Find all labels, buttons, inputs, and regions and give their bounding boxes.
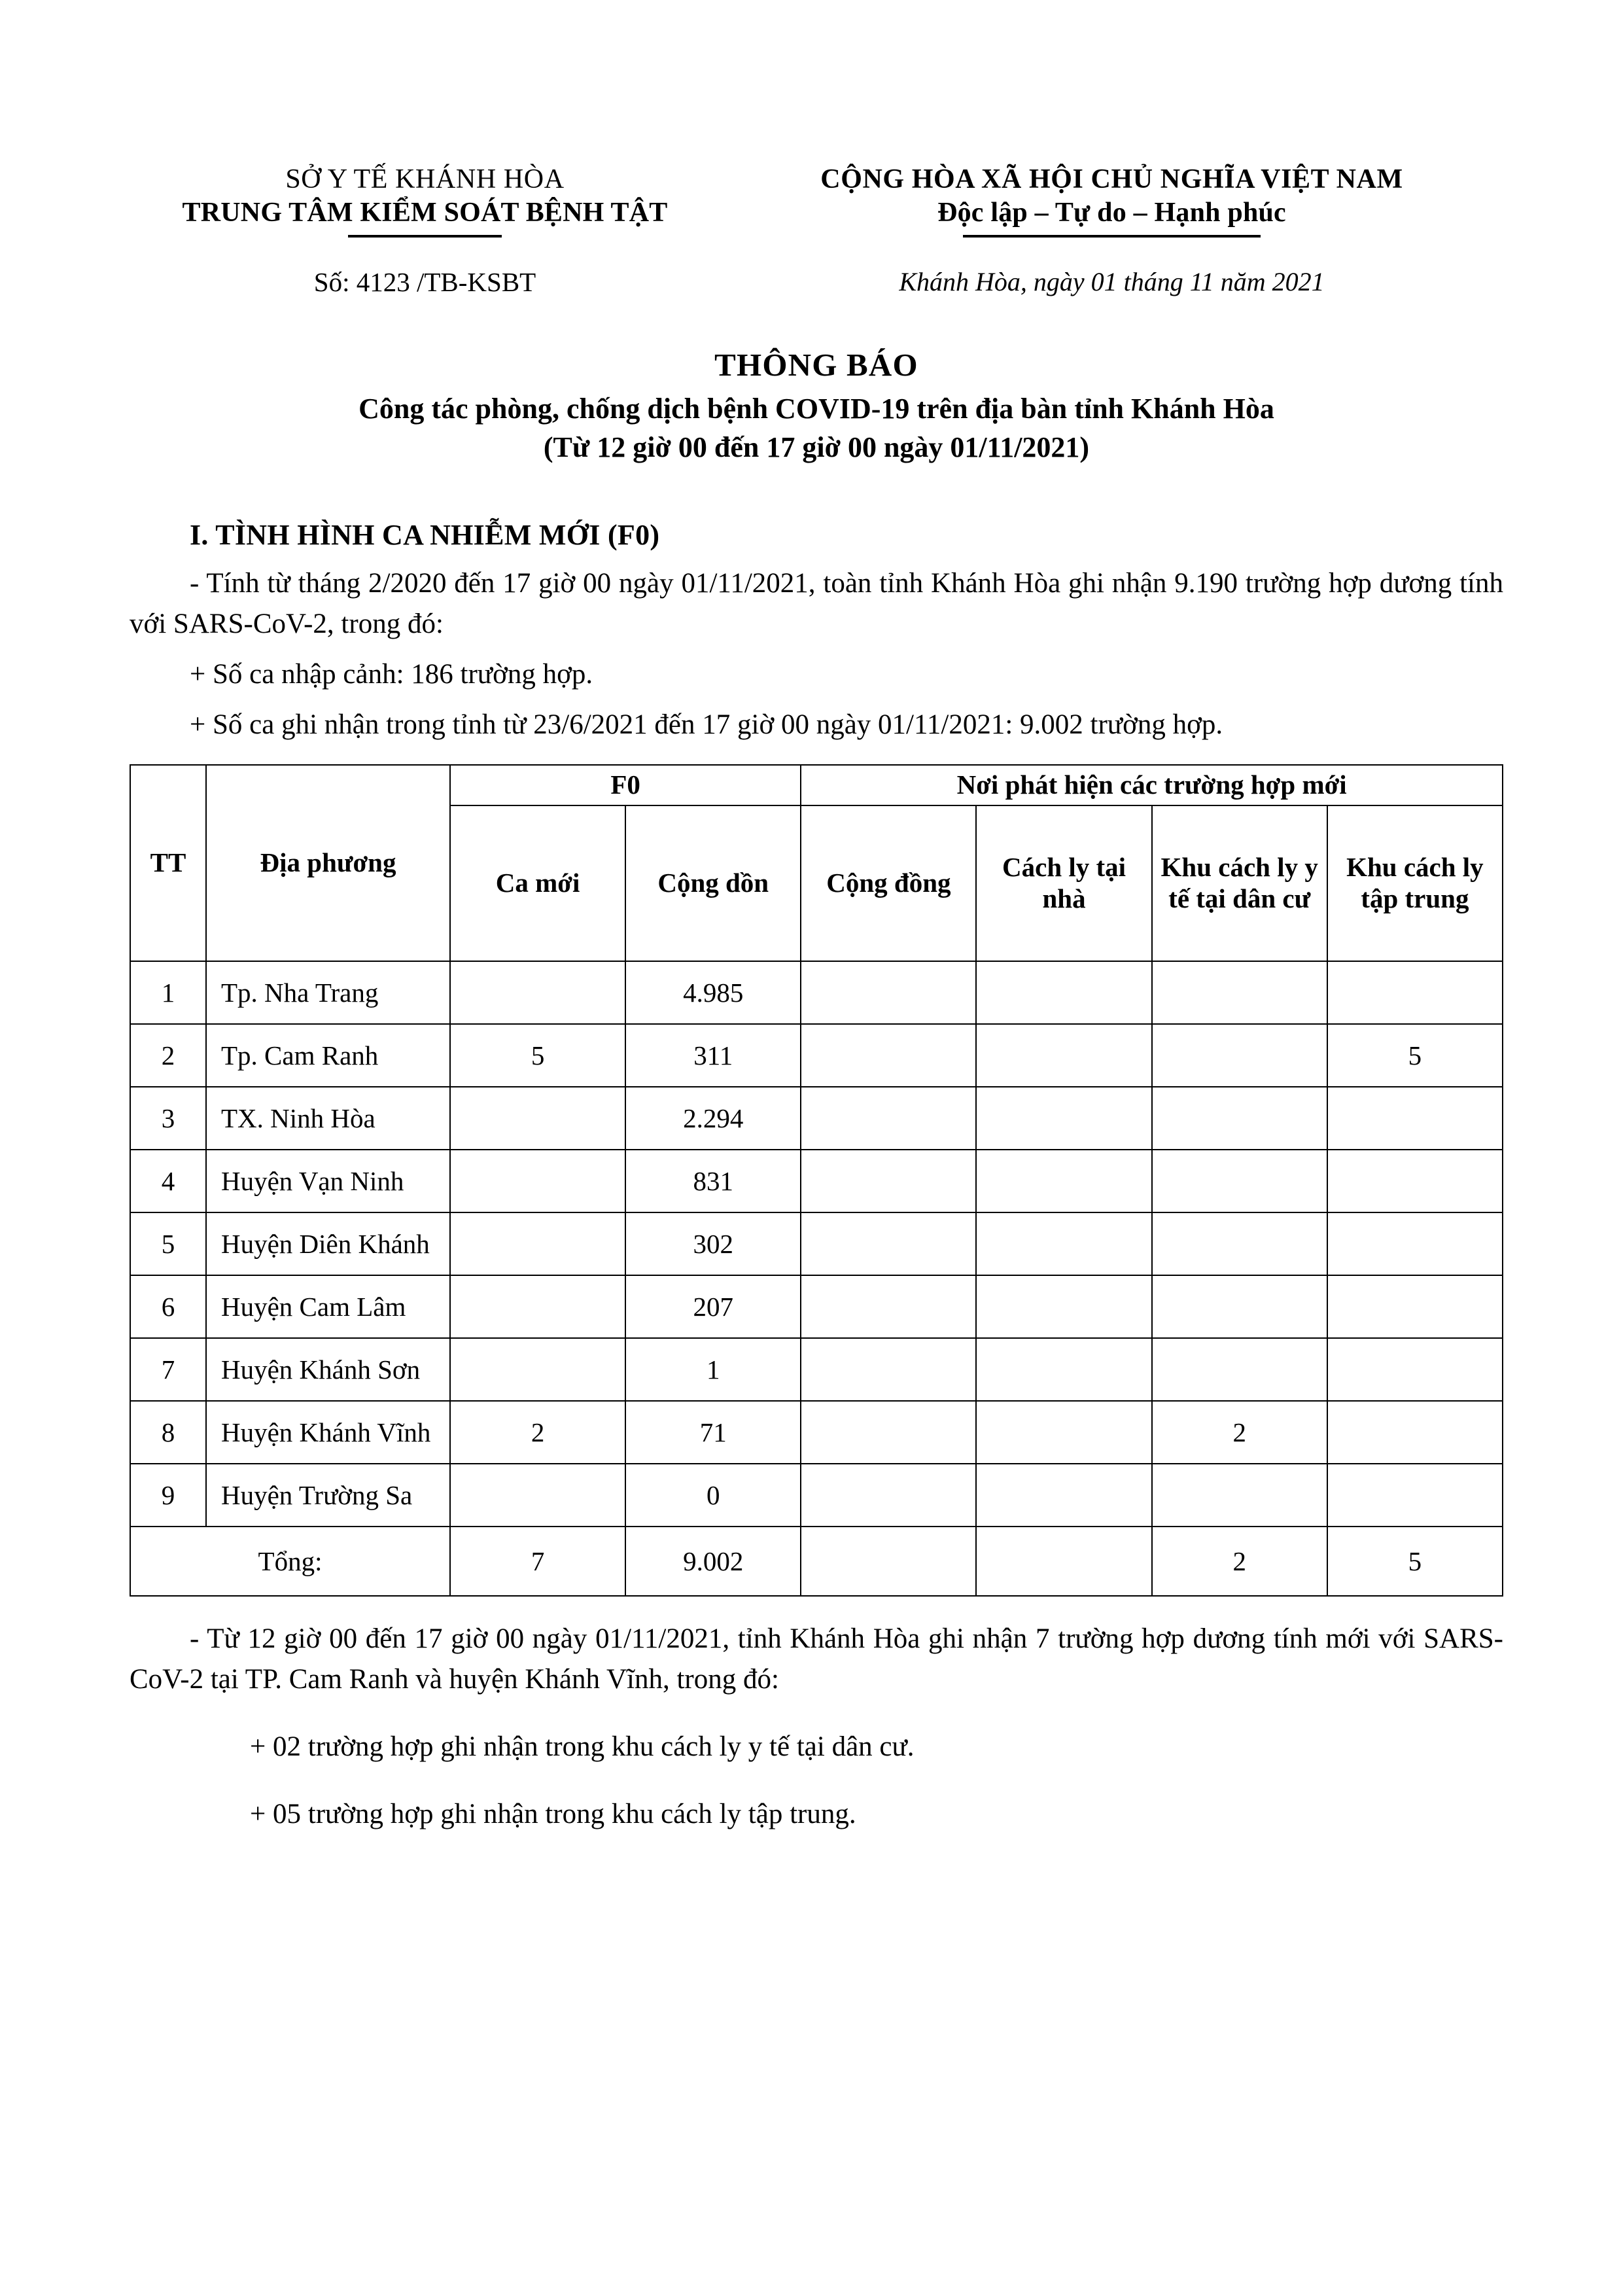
document-subtitle: Công tác phòng, chống dịch bệnh COVID-19 trên địa bàn tỉnh Khánh Hòa: [358, 392, 1274, 425]
cell-place: Tp. Cam Ranh: [206, 1024, 450, 1087]
cell-place: Huyện Trường Sa: [206, 1464, 450, 1527]
cell-new-cases: 2: [450, 1401, 625, 1464]
cell-concentrated-quarantine: [1327, 1464, 1503, 1527]
header-cumulative: Cộng dồn: [625, 805, 801, 961]
cell-medical-quarantine: [1152, 1212, 1327, 1275]
national-title: CỘNG HÒA XÃ HỘI CHỦ NGHĨA VIỆT NAM: [820, 164, 1403, 194]
cell-medical-quarantine: [1152, 1464, 1327, 1527]
cell-concentrated-quarantine: [1327, 961, 1503, 1024]
letterhead-left: [130, 164, 720, 238]
cell-cumulative: 2.294: [625, 1087, 801, 1150]
section-1-bullet-1: + Số ca nhập cảnh: 186 trường hợp.: [190, 659, 593, 690]
cell-new-cases: [450, 1150, 625, 1212]
cell-cumulative: 311: [625, 1024, 801, 1087]
header-group-f0: F0: [450, 765, 801, 805]
cell-place: Tp. Nha Trang: [206, 961, 450, 1024]
issuing-department-name: SỞ Y TẾ KHÁNH HÒA: [285, 164, 565, 194]
cell-new-cases: [450, 1087, 625, 1150]
cell-community: [801, 1464, 976, 1527]
cell-medical-quarantine: [1152, 1150, 1327, 1212]
letterhead-right-divider: [963, 235, 1261, 238]
document-sheet: [130, 0, 1503, 1835]
cell-new-cases: [450, 1338, 625, 1401]
cell-community: [801, 1338, 976, 1401]
cell-community: [801, 1150, 976, 1212]
cell-total-new-cases: 7: [450, 1527, 625, 1596]
header-medical-quarantine-residential: Khu cách ly y tế tại dân cư: [1152, 805, 1327, 961]
cell-concentrated-quarantine: [1327, 1401, 1503, 1464]
cell-home-quarantine: [976, 961, 1151, 1024]
cell-tt: 9: [130, 1464, 206, 1527]
cell-community: [801, 1087, 976, 1150]
cell-medical-quarantine: [1152, 1087, 1327, 1150]
cell-tt: 3: [130, 1087, 206, 1150]
cell-cumulative: 4.985: [625, 961, 801, 1024]
header-group-location: Nơi phát hiện các trường hợp mới: [801, 765, 1503, 805]
document-number-line: [130, 266, 1503, 298]
cell-tt: 6: [130, 1275, 206, 1338]
cell-home-quarantine: [976, 1024, 1151, 1087]
table-head: [130, 765, 1503, 961]
section-heading-1: I. TÌNH HÌNH CA NHIỄM MỚI (F0): [190, 518, 660, 551]
header-community: Cộng đồng: [801, 805, 976, 961]
place-and-date: Khánh Hòa, ngày 01 tháng 11 năm 2021: [899, 266, 1325, 296]
cell-place: TX. Ninh Hòa: [206, 1087, 450, 1150]
table-row: [130, 1212, 1503, 1275]
cell-medical-quarantine: [1152, 1275, 1327, 1338]
cell-community: [801, 961, 976, 1024]
cell-medical-quarantine: [1152, 1338, 1327, 1401]
table-row: [130, 1024, 1503, 1087]
cell-home-quarantine: [976, 1150, 1151, 1212]
cell-home-quarantine: [976, 1464, 1151, 1527]
header-new-cases: Ca mới: [450, 805, 625, 961]
cell-concentrated-quarantine: [1327, 1275, 1503, 1338]
table-body: [130, 961, 1503, 1596]
table-row: [130, 1401, 1503, 1464]
cell-new-cases: [450, 1464, 625, 1527]
cell-total-cumulative: 9.002: [625, 1527, 801, 1596]
cell-medical-quarantine: [1152, 961, 1327, 1024]
section-1-sub-bullet-1: + 02 trường hợp ghi nhận trong khu cách ly y tế tại dân cư.: [250, 1731, 915, 1763]
cell-tt: 5: [130, 1212, 206, 1275]
cell-total-label: Tổng:: [130, 1527, 450, 1596]
cell-cumulative: 302: [625, 1212, 801, 1275]
cell-place: Huyện Diên Khánh: [206, 1212, 450, 1275]
cell-tt: 7: [130, 1338, 206, 1401]
header-concentrated-quarantine: Khu cách ly tập trung: [1327, 805, 1503, 961]
section-1-paragraph-after-table: - Từ 12 giờ 00 đến 17 giờ 00 ngày 01/11/2021, tỉnh Khánh Hòa ghi nhận 7 trường hợp dương tính mới với SARS-CoV-2 tại TP. Cam Ranh và huyện Khánh Vĩnh, trong đó:: [130, 1623, 1503, 1695]
cell-concentrated-quarantine: 5: [1327, 1024, 1503, 1087]
cell-place: Huyện Cam Lâm: [206, 1275, 450, 1338]
cell-place: Huyện Khánh Vĩnh: [206, 1401, 450, 1464]
cell-new-cases: [450, 1212, 625, 1275]
cell-total-medical-quarantine: 2: [1152, 1527, 1327, 1596]
cell-home-quarantine: [976, 1275, 1151, 1338]
cell-tt: 1: [130, 961, 206, 1024]
cell-new-cases: 5: [450, 1024, 625, 1087]
document-number: Số: 4123 /TB-KSBT: [313, 266, 536, 297]
table-row: [130, 961, 1503, 1024]
header-home-quarantine: Cách ly tại nhà: [976, 805, 1151, 961]
cell-total-home-quarantine: [976, 1527, 1151, 1596]
national-motto: Độc lập – Tự do – Hạnh phúc: [937, 197, 1286, 228]
issuing-office-name: TRUNG TÂM KIỂM SOÁT BỆNH TẬT: [182, 197, 668, 228]
cell-concentrated-quarantine: [1327, 1150, 1503, 1212]
cell-home-quarantine: [976, 1401, 1151, 1464]
cell-concentrated-quarantine: [1327, 1338, 1503, 1401]
cell-cumulative: 0: [625, 1464, 801, 1527]
cell-home-quarantine: [976, 1338, 1151, 1401]
cell-tt: 4: [130, 1150, 206, 1212]
document-time-range: (Từ 12 giờ 00 đến 17 giờ 00 ngày 01/11/2021): [543, 431, 1090, 463]
cell-tt: 2: [130, 1024, 206, 1087]
cell-home-quarantine: [976, 1087, 1151, 1150]
cell-community: [801, 1401, 976, 1464]
cell-home-quarantine: [976, 1212, 1151, 1275]
cell-total-concentrated-quarantine: 5: [1327, 1527, 1503, 1596]
table-total-row: [130, 1527, 1503, 1596]
cell-new-cases: [450, 961, 625, 1024]
cell-cumulative: 1: [625, 1338, 801, 1401]
header-place: Địa phương: [206, 765, 450, 961]
cell-medical-quarantine: [1152, 1024, 1327, 1087]
letterhead-left-divider: [348, 235, 502, 238]
table-header-row-group: [130, 765, 1503, 805]
cell-cumulative: 831: [625, 1150, 801, 1212]
title-block: [130, 345, 1503, 467]
cell-place: Huyện Vạn Ninh: [206, 1150, 450, 1212]
cell-cumulative: 207: [625, 1275, 801, 1338]
cell-community: [801, 1275, 976, 1338]
cell-new-cases: [450, 1275, 625, 1338]
table-row: [130, 1150, 1503, 1212]
cell-medical-quarantine: 2: [1152, 1401, 1327, 1464]
section-1-sub-bullet-2: + 05 trường hợp ghi nhận trong khu cách ly tập trung.: [250, 1798, 856, 1829]
cell-tt: 8: [130, 1401, 206, 1464]
section-1-bullet-2: + Số ca ghi nhận trong tỉnh từ 23/6/2021 đến 17 giờ 00 ngày 01/11/2021: 9.002 trường hợp.: [190, 709, 1223, 740]
header-tt: TT: [130, 765, 206, 961]
cell-place: Huyện Khánh Sơn: [206, 1338, 450, 1401]
covid-statistics-table: [130, 764, 1503, 1597]
cell-community: [801, 1024, 976, 1087]
cell-cumulative: 71: [625, 1401, 801, 1464]
table-row: [130, 1464, 1503, 1527]
table-row: [130, 1338, 1503, 1401]
section-1-paragraph-1: - Tính từ tháng 2/2020 đến 17 giờ 00 ngày 01/11/2021, toàn tỉnh Khánh Hòa ghi nhận 9.190 trường hợp dương tính với SARS-CoV-2, trong đó:: [130, 567, 1503, 640]
cell-community: [801, 1212, 976, 1275]
cell-total-community: [801, 1527, 976, 1596]
document-title: THÔNG BÁO: [714, 346, 918, 383]
cell-concentrated-quarantine: [1327, 1212, 1503, 1275]
cell-concentrated-quarantine: [1327, 1087, 1503, 1150]
letterhead-right: [720, 164, 1503, 238]
letterhead: [130, 164, 1503, 238]
table-row: [130, 1087, 1503, 1150]
table-row: [130, 1275, 1503, 1338]
